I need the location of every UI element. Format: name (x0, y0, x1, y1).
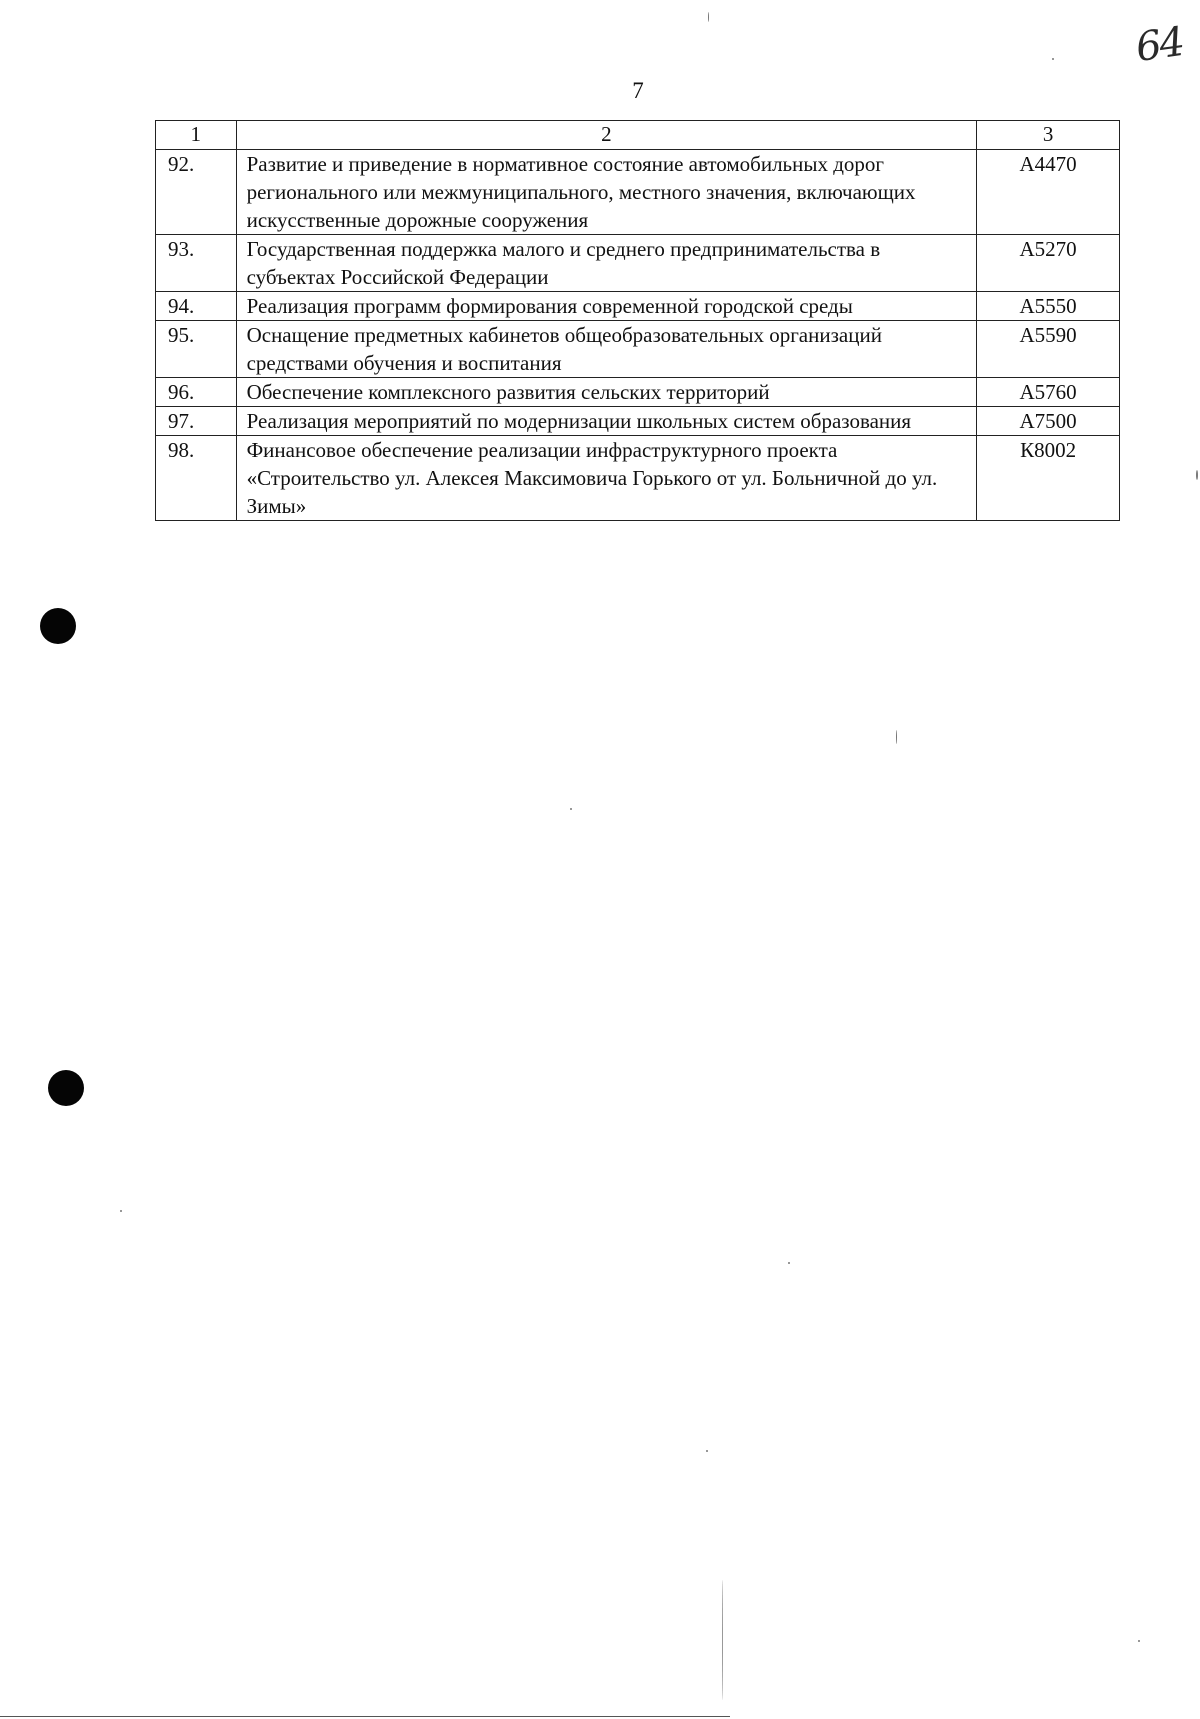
table-row (156, 235, 1120, 292)
row-code: А5590 (977, 321, 1120, 378)
row-code: А5760 (977, 378, 1120, 407)
row-number: 97. (156, 407, 237, 436)
row-name: Обеспечение комплексного развития сельских территорий (236, 378, 977, 407)
row-code: А4470 (977, 150, 1120, 235)
row-name: Реализация программ формирования современной городской среды (236, 292, 977, 321)
table-row (156, 436, 1120, 521)
row-name: Развитие и приведение в нормативное состояние автомобильных дорог регионального или межмуниципального, местного значения, включающих искусственные дорожные сооружения (236, 150, 977, 235)
scan-speck (1052, 58, 1054, 60)
scan-speck (708, 12, 709, 22)
table-row (156, 321, 1120, 378)
scan-speck (788, 1262, 790, 1264)
row-number: 94. (156, 292, 237, 321)
row-number: 96. (156, 378, 237, 407)
scan-speck (706, 1450, 708, 1452)
handwritten-sheet-number: 64 (1133, 18, 1186, 72)
punch-hole-mark (40, 608, 76, 644)
punch-hole-mark (48, 1070, 84, 1106)
scan-speck (120, 1210, 122, 1212)
row-name: Финансовое обеспечение реализации инфраструктурного проекта «Строительство ул. Алексея Максимовича Горького от ул. Больничной до ул. Зимы» (236, 436, 977, 521)
row-number: 95. (156, 321, 237, 378)
row-name: Государственная поддержка малого и среднего предпринимательства в субъектах Российской Федерации (236, 235, 977, 292)
header-col-3: 3 (977, 121, 1120, 150)
header-col-1: 1 (156, 121, 237, 150)
row-code: К8002 (977, 436, 1120, 521)
row-code: А7500 (977, 407, 1120, 436)
scan-speck (570, 808, 572, 810)
table-row (156, 150, 1120, 235)
table-row (156, 378, 1120, 407)
row-number: 93. (156, 235, 237, 292)
codes-table (155, 120, 1120, 521)
header-col-2: 2 (236, 121, 977, 150)
row-name: Оснащение предметных кабинетов общеобразовательных организаций средствами обучения и воспитания (236, 321, 977, 378)
row-number: 98. (156, 436, 237, 521)
scan-speck (1138, 1640, 1140, 1642)
table-row (156, 292, 1120, 321)
row-code: А5270 (977, 235, 1120, 292)
row-code: А5550 (977, 292, 1120, 321)
table-row (156, 407, 1120, 436)
scan-speck (722, 1580, 723, 1700)
row-name: Реализация мероприятий по модернизации школьных систем образования (236, 407, 977, 436)
scan-speck (896, 730, 897, 744)
scan-speck (1196, 470, 1198, 480)
table-header-row (156, 121, 1120, 150)
row-number: 92. (156, 150, 237, 235)
scan-edge-line (0, 1716, 730, 1717)
page-number: 7 (632, 78, 644, 103)
